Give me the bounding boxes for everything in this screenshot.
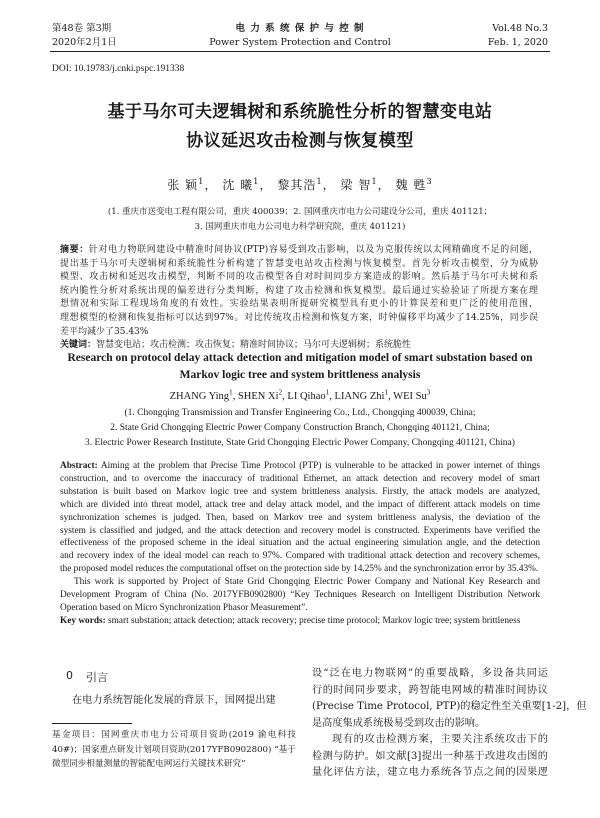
journal-name-cn: 电 力 系 统 保 护 与 控 制 [235,23,365,34]
affiliation-cn-line1: (1. 重庆市送变电工程有限公司，重庆 400039；2. 国网重庆市电力公司建设分公司，重庆 401121； [107,207,493,217]
body-line: 量化评估方法，建立电力系统各节点之间的因果逻 [312,767,548,778]
abstract-en [60,460,540,628]
footnote-line: 微型同步相量测量的智能配电网运行关键技术研究” [52,759,246,769]
abstract-en-line: the proposed model reduces the computational offset on the protection side by 14.25% and the synchronization error by 35.43%. [60,564,539,575]
doi: DOI: 10.19783/j.cnki.pspc.191338 [52,64,185,74]
footnote-rule [52,723,132,724]
abstract-en-label: Abstract: [60,461,98,471]
author-cn: 张 颖 [167,178,199,192]
body-line: 设“泛在电力物联网”的重要战略，多设备共同运 [312,668,548,679]
keywords-en: Key words: smart substation; attack detection; attack recovery; precise time protocol; Markov logic tree; system brittleness [60,615,521,626]
issue-info: 第48卷 第3期 [52,23,112,34]
author-cn: 黎其浩 [277,178,317,192]
footnote-line: 40#)；国家重点研发计划项目资助(2017YFB0902800) “基于 [52,744,296,755]
keywords-cn: 关键词：智慧变电站；攻击检测；攻击恢复；精准时间协议；马尔可夫逻辑树；系统脆性 [60,340,412,351]
abstract-en-line: Abstract: Aiming at the problem that Precise Time Protocol (PTP) is vulnerable to be attacked in power internet of things [60,461,540,471]
affiliation-en-line2: 2. State Grid Chongqing Electric Power Company Construction Branch, Chongqing 401121, China; [110,423,490,433]
abstract-en-line: and recovery index of the ideal model can reach to 97%. Compared with traditional attack detection and recovery schemes, [60,551,540,562]
header-rule [50,51,550,52]
funding-en-line: This work is supported by Project of State Grid Chongqing Electric Power Company and National Key Research and [74,577,540,588]
abstract-cn-line: 差平均减少了35.43% [60,326,149,337]
affiliation-en-line3: 3. Electric Power Research Institute, State Grid Chongqing Electric Power Company, Chongqing 401121, China) [85,438,515,448]
section-title: 引言 [86,671,108,684]
abstract-en-line: effectiveness of the proposed scheme in the ideal situation and the actual engineering simulation angle, and the detection [60,538,540,549]
funding-en-line: Development Program of China (No. 2017YFB0902800) “Key Techniques Research on Intelligent Distribution Network [60,590,540,601]
abstract-cn-line: 模型、攻击树和延迟攻击模型，判断不同的攻击模型各自对时间同步方案造成的影响。然后基于马尔可夫树和系 [60,272,538,283]
abstract-en-line: construction, and to overcome the inaccuracy of traditional Ethernet, an attack detection and recovery model of smart [60,473,540,484]
abstract-cn-label: 摘要： [60,245,89,255]
footnote-line: 基金项目：国网重庆市电力公司项目资助(2019 渝电科技 [52,730,296,740]
abstract-en-line: system is classified and judged, and the attack detection and recovery model is constructed. Experiments have verified the [60,525,540,536]
abstract-en-line: synchronization schemes is judged. Then, based on Markov tree and system brittleness analysis, the deviation of the [60,512,540,523]
body-line: 是高度集成系统极易受到攻击的影响。 [312,717,486,729]
body-line: 行的时间同步要求，跨智能电网域的精准时间协议 [312,684,548,696]
abstract-cn-line: 提出基于马尔可夫逻辑树和系统脆性分析构建了智慧变电站攻击检测与恢复模型。首先分析攻击模型，分为威胁 [60,258,538,269]
abstract-en-line: substation is built based on Markov logic tree and system brittleness analysis. Firstly, the attack models are analyzed, [60,486,540,497]
abstract-cn-line: 想情况和实际工程现场角度的有效性。实验结果表明所提研究模型具有更小的计算误差和更广泛的使用范围， [60,299,538,310]
title-cn-line1: 基于马尔可夫逻辑树和系统脆性分析的智慧变电站 [107,102,493,122]
authors-en: ZHANG Ying$^1$, SHEN Xi$^2$, LI Qihao$^1$, LIANG Zhi$^1$, WEI Su$^3$ [169,387,431,402]
affiliation-en-line1: (1. Chongqing Transmission and Transfer Engineering Co., Ltd., Chongqing 400039, China; [124,408,476,418]
abstract-cn-line: 理想模型的检测和恢复指标可以达到97%。对比传统攻击检测和恢复方案，时钟偏移平均减少了14.25%，同步误 [60,312,538,323]
abstract-en-line: which are divided into threat model, attack tree and delay attack model, and the impact of different attack models on time [60,499,540,510]
affiliation-cn-line2: 3. 国网重庆市电力公司电力科学研究院，重庆 401121) [194,222,406,232]
author-cn: 魏 甦 [395,178,427,192]
body-line: 检测与防护。如文献[3]提出一种基于改进攻击图的 [312,750,548,762]
footnote [52,728,296,772]
body-line: (Precise Time Protocol, PTP)的稳定性至关重要[1-2]，但 [312,701,587,712]
funding-en-line: Operation based on Micro Synchronization Phasor Measurement”. [60,602,308,613]
title-cn-line2: 协议延迟攻击检测与恢复模型 [186,131,414,151]
title-en-line2: Markov logic tree and system brittleness analysis [179,369,421,381]
authors-cn: 张 颖$^1$， 沈 曦$^1$， 黎其浩$^1$， 梁 智$^1$， 魏 甦$^3$ [167,176,433,192]
author-cn: 梁 智 [340,178,372,192]
publication-date: Feb. 1, 2020 [487,37,548,48]
title-en-line1: Research on protocol delay attack detection and mitigation model of smart substation based on [67,352,533,364]
intro-line: 在电力系统智能化发展的背景下，国网提出建 [72,695,276,706]
journal-name-en: Power System Protection and Control [209,37,391,48]
abstract-cn-line: 摘要：针对电力物联网建设中精准时间协议(PTP)容易受到攻击影响，以及为克服传统以太网精确度不足的问题， [60,245,538,255]
issue-date: 2020年2月1日 [52,37,117,48]
right-column [312,666,587,782]
body-line: 现有的攻击检测方案，主要关注系统攻击下的 [332,734,548,745]
abstract-cn [60,244,538,353]
section-number: 0 [66,669,73,682]
abstract-cn-line: 统内脆性分析对系统出现的偏差进行分类判断，构建了攻击检测和恢复模型。最后通过实验验证了所提方案在理 [60,285,538,296]
volume-info: Vol.48 No.3 [492,23,548,34]
author-cn: 沈 曦 [222,178,254,192]
